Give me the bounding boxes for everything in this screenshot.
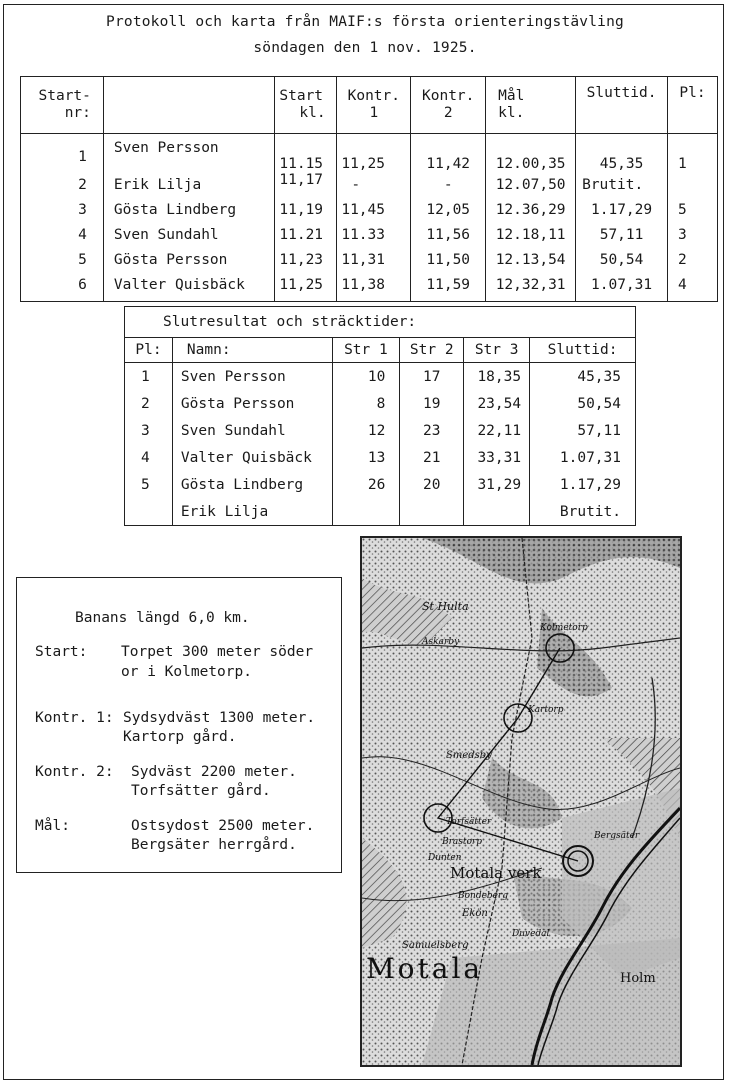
- table-cell: Brutit.: [559, 503, 621, 520]
- table-cell: 11,42: [411, 134, 486, 173]
- table-cell: 1: [21, 134, 104, 173]
- map-label: Dunten: [428, 853, 462, 863]
- table-row: [125, 417, 636, 444]
- table-cell: 3: [678, 226, 687, 243]
- table-cell: 4: [21, 222, 104, 247]
- column-header: Str 1: [332, 338, 400, 363]
- column-header: Kontr. 2: [411, 77, 486, 134]
- table-cell: 5: [125, 471, 173, 498]
- column-header: Start- nr:: [21, 77, 104, 134]
- table-row: [125, 498, 636, 526]
- document-subtitle: söndagen den 1 nov. 1925.: [253, 40, 477, 56]
- table-cell: 45,35: [577, 368, 621, 385]
- table-cell: 3: [21, 197, 104, 222]
- table-cell: 12,05: [411, 197, 486, 222]
- table-cell: 23,54: [464, 390, 530, 417]
- map-label: Kolmetorp: [540, 623, 588, 633]
- column-header: Kontr. 1: [337, 77, 411, 134]
- column-header: [103, 77, 274, 134]
- table-cell: 33,31: [464, 444, 530, 471]
- table-cell: 11,31: [337, 247, 411, 272]
- document-title: Protokoll och karta från MAIF:s första orienteringstävling: [106, 14, 624, 30]
- table-cell: 31,29: [464, 471, 530, 498]
- map-graphic: [362, 538, 680, 1065]
- start-text: Torpet 300 meter söder: [121, 644, 314, 660]
- start-label: Start:: [35, 644, 88, 660]
- map-label: Askarby: [422, 637, 460, 647]
- column-header: Sluttid:: [530, 338, 636, 363]
- table-cell: 4: [678, 276, 687, 293]
- control2-text: Torfsätter gård.: [131, 783, 271, 799]
- table-cell: 20: [400, 471, 464, 498]
- map-label: Bergsäter: [594, 831, 640, 841]
- table-row: [21, 197, 718, 222]
- table-cell: 11,56: [411, 222, 486, 247]
- table-row: [21, 172, 718, 197]
- control1-label: Kontr. 1:: [35, 710, 114, 726]
- map-label: Smedsby: [446, 750, 492, 761]
- table-cell: 12.00,35: [486, 134, 576, 173]
- table-cell: 23: [400, 417, 464, 444]
- table-row: [21, 272, 718, 302]
- table-cell: Sven Sundahl: [103, 222, 274, 247]
- table-cell: 2: [125, 390, 173, 417]
- protocol-table: [20, 76, 718, 302]
- table-cell: 2: [678, 251, 687, 268]
- map-label: Torfsätter: [446, 817, 492, 827]
- goal-label: Mål:: [35, 818, 70, 834]
- table-cell: Brutit.: [576, 172, 668, 197]
- table-cell: 57,11: [576, 222, 668, 247]
- table-cell: 11,45: [337, 197, 411, 222]
- table-cell: 19: [400, 390, 464, 417]
- table-cell: 12.07,50: [486, 172, 576, 197]
- start-text: or i Kolmetorp.: [121, 664, 252, 680]
- table-cell: 11.21: [275, 222, 337, 247]
- table-cell: 12.13,54: [486, 247, 576, 272]
- map-label: St Hulta: [422, 600, 469, 613]
- table-cell: 11,59: [411, 272, 486, 302]
- table-cell: [464, 498, 530, 526]
- table-cell: 17: [400, 363, 464, 391]
- table-cell: 3: [125, 417, 173, 444]
- table-cell: Gösta Lindberg: [103, 197, 274, 222]
- goal-text: Bergsäter herrgård.: [131, 837, 297, 853]
- control1-text: Kartorp gård.: [123, 729, 237, 745]
- column-header: Str 2: [400, 338, 464, 363]
- table-cell: 2: [21, 172, 104, 197]
- table-cell: 13: [332, 444, 400, 471]
- table-row: [21, 222, 718, 247]
- table-cell: 5: [21, 247, 104, 272]
- table-row: [125, 471, 636, 498]
- table-cell: Erik Lilja: [103, 172, 274, 197]
- column-header: Start kl.: [275, 77, 337, 134]
- table-cell: 50,54: [576, 247, 668, 272]
- table-cell: 26: [332, 471, 400, 498]
- table-cell: 1.07,31: [576, 272, 668, 302]
- table-cell: 1: [678, 156, 687, 172]
- column-header: Mål kl.: [486, 77, 576, 134]
- table-cell: -: [337, 172, 411, 197]
- table-cell: 1: [125, 363, 173, 391]
- table-cell: 11,23: [275, 247, 337, 272]
- table-row: [125, 444, 636, 471]
- table-cell: 1.17,29: [559, 476, 621, 493]
- course-length: Banans längd 6,0 km.: [75, 610, 250, 626]
- table-cell: 11,25: [275, 272, 337, 302]
- map-label: Duvedal: [512, 929, 550, 939]
- column-header: Pl:: [125, 338, 173, 363]
- map-label: Holm: [620, 971, 656, 986]
- control1-text: Sydsydväst 1300 meter.: [123, 710, 316, 726]
- table-cell: Gösta Persson: [103, 247, 274, 272]
- table-cell: [332, 498, 400, 526]
- map-label: Ekön: [462, 908, 488, 919]
- table-cell: Gösta Lindberg: [172, 471, 332, 498]
- table-cell: 12.36,29: [486, 197, 576, 222]
- table-row: [21, 247, 718, 272]
- table-cell: 12.18,11: [486, 222, 576, 247]
- table-cell: Erik Lilja: [172, 498, 332, 526]
- table-cell: 12: [332, 417, 400, 444]
- table-cell: 18,35: [464, 363, 530, 391]
- table-cell: -: [411, 172, 486, 197]
- table-cell: [125, 498, 173, 526]
- table-cell: 50,54: [577, 395, 621, 412]
- table-cell: 5: [678, 201, 687, 218]
- table-cell: Sven Persson: [172, 363, 332, 391]
- control2-text: Sydväst 2200 meter.: [131, 764, 297, 780]
- table-cell: 45,35: [576, 134, 668, 173]
- table-cell: 11.33: [337, 222, 411, 247]
- table-cell: Sven Sundahl: [172, 417, 332, 444]
- course-description: [16, 577, 342, 873]
- table-cell: [400, 498, 464, 526]
- table-cell: 11,38: [337, 272, 411, 302]
- table-cell: Sven Persson: [103, 134, 274, 173]
- table-cell: 57,11: [577, 422, 621, 439]
- table-cell: 1.07,31: [559, 449, 621, 466]
- table-cell: 21: [400, 444, 464, 471]
- table-cell: [668, 172, 718, 197]
- map-label: Brastorp: [442, 837, 482, 847]
- table-cell: 11,19: [275, 197, 337, 222]
- results-table: [124, 306, 636, 526]
- table-cell: 10: [332, 363, 400, 391]
- table-cell: 11,50: [411, 247, 486, 272]
- table-cell: 12,32,31: [486, 272, 576, 302]
- column-header: Pl:: [668, 77, 718, 134]
- table-cell: 11.15: [275, 134, 337, 173]
- map-label: Motala verk: [450, 864, 542, 882]
- results-caption: Slutresultat och sträcktider:: [125, 307, 636, 338]
- table-cell: Gösta Persson: [172, 390, 332, 417]
- table-cell: 1.17,29: [576, 197, 668, 222]
- table-cell: Valter Quisbäck: [172, 444, 332, 471]
- control2-label: Kontr. 2:: [35, 764, 114, 780]
- table-cell: 4: [125, 444, 173, 471]
- protocol-header-row: [21, 77, 718, 134]
- map-label: Bondeberg: [458, 891, 509, 901]
- column-header: Namn:: [172, 338, 332, 363]
- table-row: [125, 390, 636, 417]
- table-cell: 11,25: [337, 134, 411, 173]
- table-row: [21, 134, 718, 173]
- goal-text: Ostsydost 2500 meter.: [131, 818, 315, 834]
- column-header: Sluttid.: [576, 77, 668, 134]
- map-label: Motala: [366, 952, 484, 985]
- map-label: Samuelsberg: [402, 940, 469, 951]
- orienteering-map: [360, 536, 682, 1067]
- results-header-row: [125, 338, 636, 363]
- table-cell: 22,11: [464, 417, 530, 444]
- map-label: Kartorp: [528, 705, 564, 715]
- column-header: Str 3: [464, 338, 530, 363]
- table-cell: Valter Quisbäck: [103, 272, 274, 302]
- table-cell: 6: [21, 272, 104, 302]
- table-row: [125, 363, 636, 391]
- table-cell: 11,17: [275, 172, 337, 197]
- table-cell: 8: [332, 390, 400, 417]
